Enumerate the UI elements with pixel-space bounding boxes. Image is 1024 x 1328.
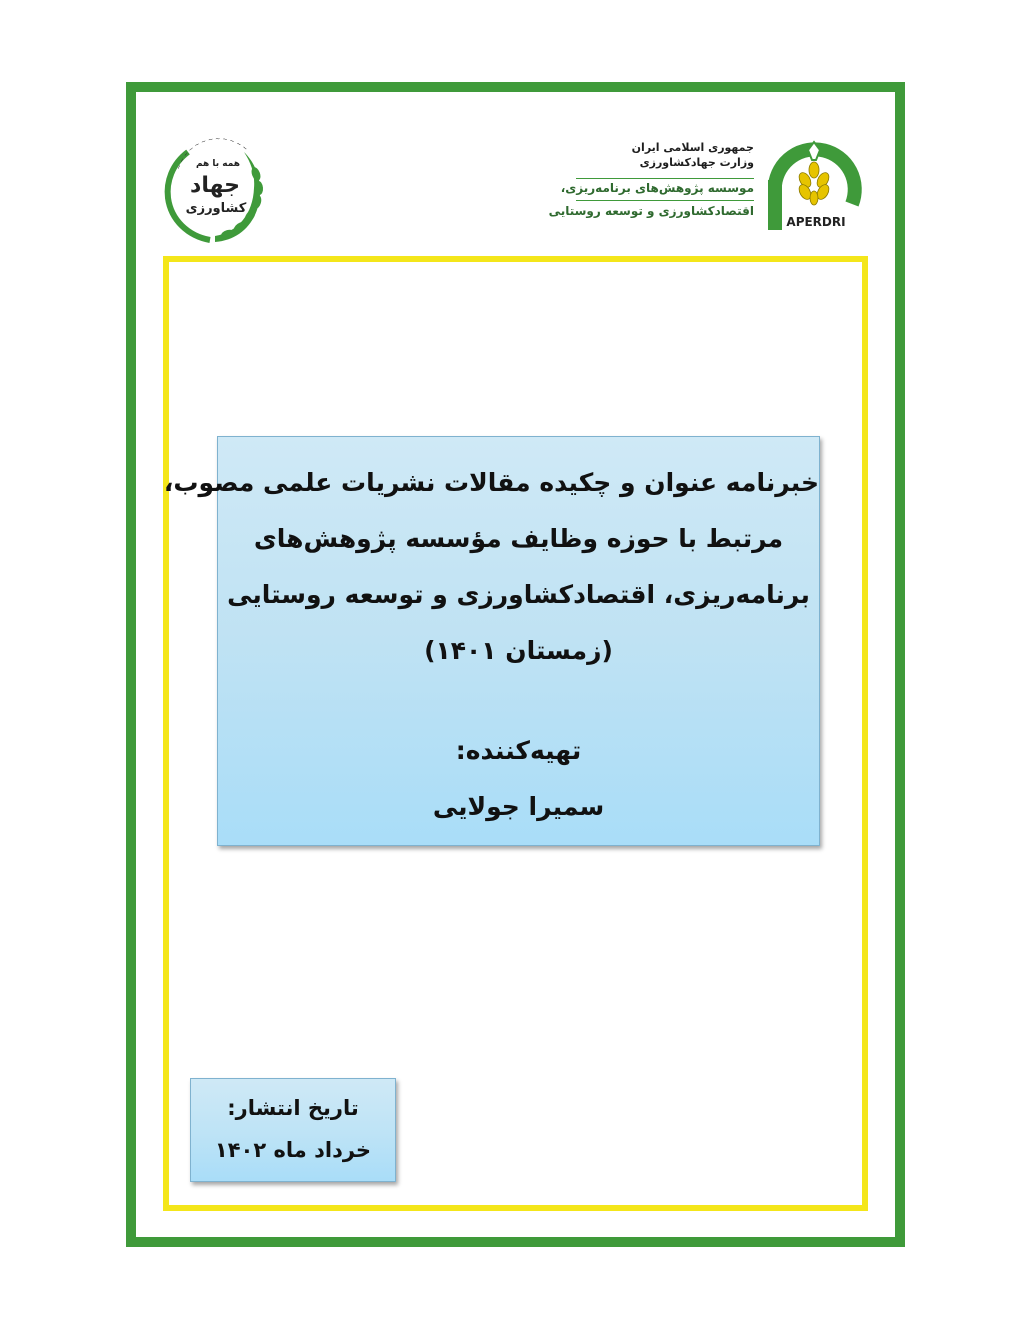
aperdri-logo-icon [760, 130, 870, 240]
author-name: سمیرا جولایی [432, 792, 605, 821]
logo-left-line1: همه با هم [195, 159, 241, 169]
org-institute-line2: اقتصادکشاورزی و توسعه روستایی [548, 204, 754, 218]
org-divider [576, 200, 754, 201]
title-box [163, 436, 820, 846]
title-line-3: برنامه‌ریزی، اقتصادکشاورزی و توسعه روستایی [227, 580, 810, 609]
publication-date-label: تاریخ انتشار: [227, 1096, 359, 1120]
jahad-keshavarzi-logo-icon [158, 130, 272, 248]
aperdri-abbr: APERDRI [786, 215, 846, 229]
organization-header [548, 140, 754, 230]
publication-date-value: خرداد ماه ۱۴۰۲ [214, 1138, 372, 1162]
publication-date-box [190, 1078, 396, 1182]
logo-left-line2: جهاد [190, 173, 240, 198]
prepared-by-label: تهیه‌کننده: [455, 736, 582, 765]
org-ministry: وزارت جهادکشاورزی [639, 156, 754, 169]
title-line-1: خبرنامه عنوان و چکیده مقالات نشریات علمی مصوب، [163, 468, 819, 497]
title-line-4: (زمستان ۱۴۰۱) [424, 636, 613, 665]
org-country: جمهوری اسلامی ایران [631, 141, 754, 154]
logo-left-line3: کشاورزی [185, 201, 247, 216]
svg-text:~ ~ ~ ~ ~ ~ ~ ~ ~ ~ ~ ~: ~ ~ ~ ~ ~ ~ ~ ~ ~ ~ ~ ~ [175, 135, 249, 171]
org-divider [576, 178, 754, 179]
title-line-2: مرتبط با حوزه وظایف مؤسسه پژوهش‌های [253, 524, 784, 553]
org-institute-line1: موسسه پژوهش‌های برنامه‌ریزی، [560, 181, 754, 195]
